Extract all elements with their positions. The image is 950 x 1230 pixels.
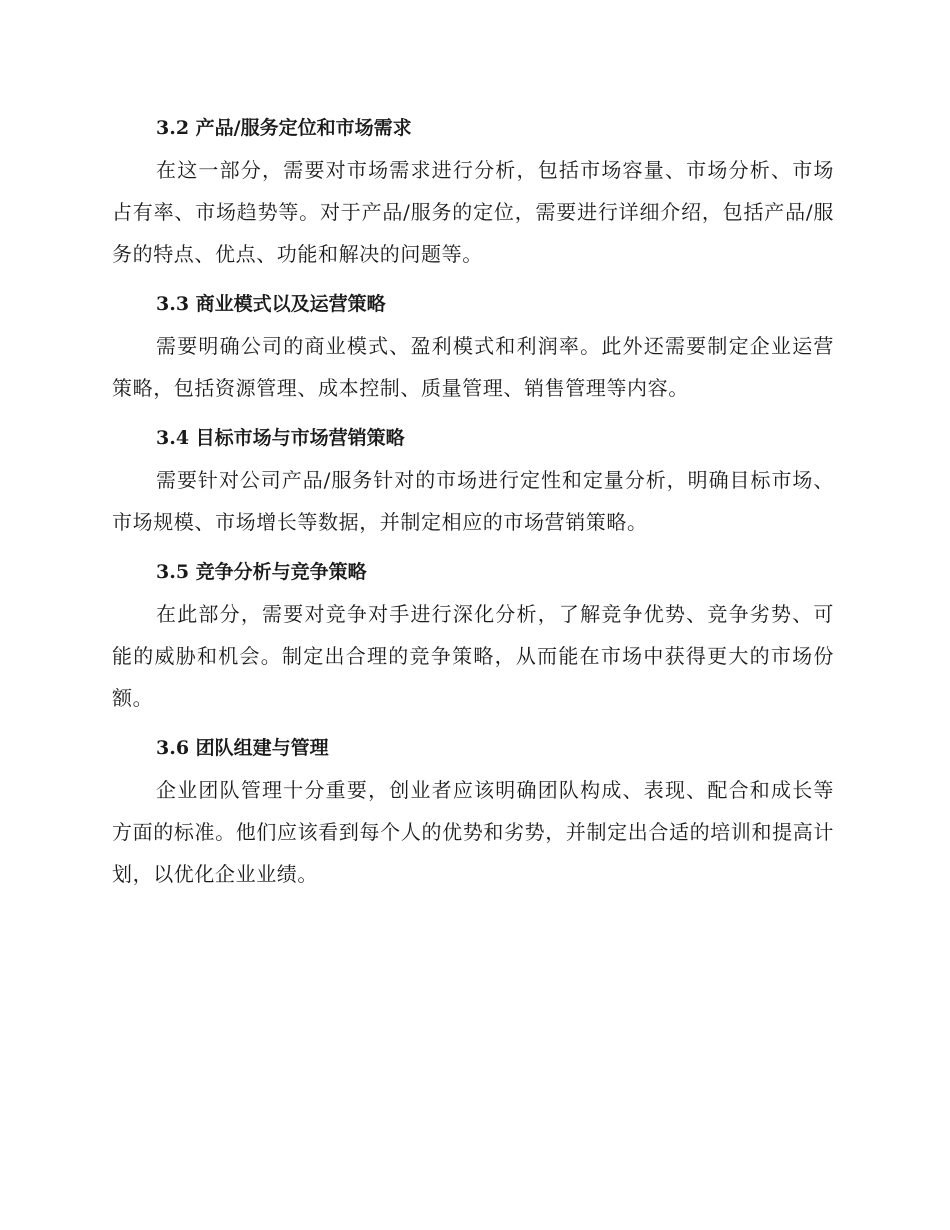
section-body-3-6: 企业团队管理十分重要，创业者应该明确团队构成、表现、配合和成长等方面的标准。他们应该看到每个人的优势和劣势，并制定出合适的培训和提高计划，以优化企业业绩。 xyxy=(112,778,834,886)
section-heading-3-3: 3.3 商业模式以及运营策略 xyxy=(156,293,386,315)
section-heading-3-2: 3.2 产品/服务定位和市场需求 xyxy=(156,117,412,139)
section-body-3-4: 需要针对公司产品/服务针对的市场进行定性和定量分析，明确目标市场、市场规模、市场增长等数据，并制定相应的市场营销策略。 xyxy=(112,468,834,534)
section-body-3-5: 在此部分，需要对竞争对手进行深化分析，了解竞争优势、竞争劣势、可能的威胁和机会。制定出合理的竞争策略，从而能在市场中获得更大的市场份额。 xyxy=(112,602,834,710)
section-heading-3-4: 3.4 目标市场与市场营销策略 xyxy=(156,427,405,449)
section-heading-3-6: 3.6 团队组建与管理 xyxy=(156,737,329,759)
document-content xyxy=(112,107,834,903)
section-body-3-2: 在这一部分，需要对市场需求进行分析，包括市场容量、市场分析、市场占有率、市场趋势等。对于产品/服务的定位，需要进行详细介绍，包括产品/服务的特点、优点、功能和解决的问题等。 xyxy=(112,158,834,266)
section-heading-3-5: 3.5 竞争分析与竞争策略 xyxy=(156,561,367,583)
section-body-3-3: 需要明确公司的商业模式、盈利模式和利润率。此外还需要制定企业运营策略，包括资源管理、成本控制、质量管理、销售管理等内容。 xyxy=(112,334,834,400)
